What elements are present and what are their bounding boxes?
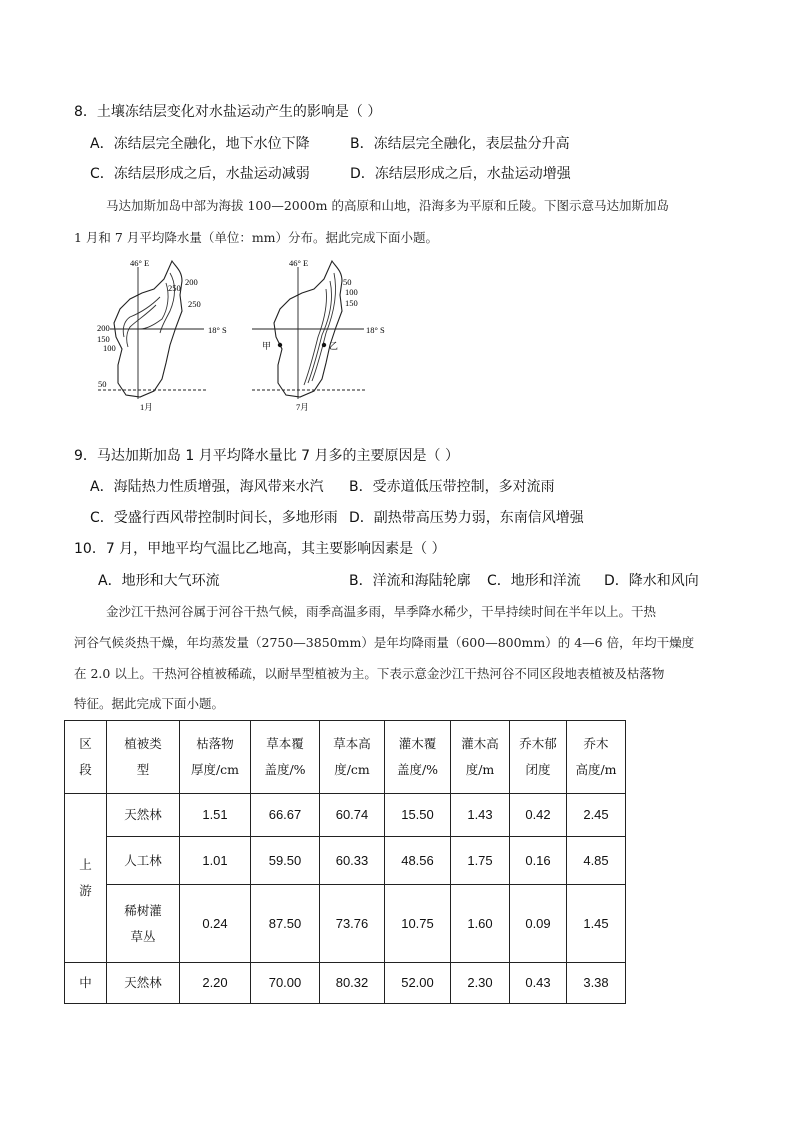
passage-1-line-2: 1 月和 7 月平均降水量（单位：mm）分布。据此完成下面小题。 xyxy=(74,230,439,245)
header-canopy-density: 乔木郁 闭度 xyxy=(510,721,567,794)
jan-meridian-label: 46° E xyxy=(130,258,150,268)
q8-option-b: B．冻结层完全融化，表层盐分升高 xyxy=(350,136,570,152)
jan-isohyet-250-a: 250 xyxy=(168,283,181,293)
passage-1-line-1: 马达加斯加岛中部为海拔 100—2000m 的高原和山地，沿海多为平原和丘陵。下图示意马达加斯加岛 xyxy=(106,198,669,213)
cell-value: 0.09 xyxy=(510,885,567,963)
question-9-stem: 9．马达加斯加岛 1 月平均降水量比 7 月多的主要原因是（ ） xyxy=(74,448,459,464)
cell-value: 80.32 xyxy=(320,963,385,1004)
passage-2-line-1: 金沙江干热河谷属于河谷干热气候，雨季高温多雨，旱季降水稀少，干旱持续时间在半年以上。干热 xyxy=(106,604,657,619)
header-herb-height: 草本高 度/cm xyxy=(320,721,385,794)
q8-option-d: D．冻结层形成之后，水盐运动增强 xyxy=(350,166,571,182)
cell-value: 73.76 xyxy=(320,885,385,963)
jan-isohyet-150-west: 150 xyxy=(97,334,110,344)
jul-isohyet-100: 100 xyxy=(345,287,358,297)
cell-value: 87.50 xyxy=(251,885,320,963)
cell-type: 人工林 xyxy=(107,837,180,885)
cell-value: 10.75 xyxy=(385,885,451,963)
jan-isohyet-250-b: 250 xyxy=(188,299,201,309)
place-label-yi: 乙 xyxy=(329,341,339,351)
jul-meridian-label: 46° E xyxy=(289,258,309,268)
passage-2-line-4: 特征。据此完成下面小题。 xyxy=(74,696,225,711)
cell-value: 1.43 xyxy=(451,794,510,837)
cell-value: 48.56 xyxy=(385,837,451,885)
cell-value: 2.20 xyxy=(180,963,251,1004)
q8-option-a: A．冻结层完全融化，地下水位下降 xyxy=(90,136,310,152)
question-8-stem: 8．土壤冻结层变化对水盐运动产生的影响是（ ） xyxy=(74,104,382,120)
jan-parallel-label: 18° S xyxy=(208,325,227,335)
cell-value: 0.43 xyxy=(510,963,567,1004)
q9-option-b: B．受赤道低压带控制，多对流雨 xyxy=(349,479,555,495)
jan-isohyet-200-west: 200 xyxy=(97,323,110,333)
table-header-row xyxy=(65,721,626,794)
section-midstream: 中 xyxy=(65,963,107,1004)
cell-value: 1.75 xyxy=(451,837,510,885)
vegetation-table xyxy=(64,720,626,1004)
cell-value: 2.30 xyxy=(451,963,510,1004)
header-vegetation-type: 植被类 型 xyxy=(107,721,180,794)
cell-type: 天然林 xyxy=(107,794,180,837)
jan-isohyet-200-east: 200 xyxy=(185,277,198,287)
table-row xyxy=(65,837,626,885)
q10-option-a: A．地形和大气环流 xyxy=(98,573,220,589)
table-row xyxy=(65,963,626,1004)
cell-value: 3.38 xyxy=(567,963,626,1004)
header-litter-thickness: 枯落物 厚度/cm xyxy=(180,721,251,794)
question-10-stem: 10．7 月，甲地平均气温比乙地高，其主要影响因素是（ ） xyxy=(74,541,446,557)
header-shrub-coverage: 灌木覆 盖度/% xyxy=(385,721,451,794)
q10-option-d: D．降水和风向 xyxy=(604,573,699,589)
cell-value: 4.85 xyxy=(567,837,626,885)
header-tree-height: 乔木 高度/m xyxy=(567,721,626,794)
cell-value: 52.00 xyxy=(385,963,451,1004)
cell-value: 59.50 xyxy=(251,837,320,885)
place-label-jia: 甲 xyxy=(262,341,272,351)
q9-option-d: D．副热带高压势力弱，东南信风增强 xyxy=(349,510,584,526)
q10-option-b: B．洋流和海陆轮廓 xyxy=(349,573,471,589)
cell-value: 1.60 xyxy=(451,885,510,963)
jan-isohyet-50: 50 xyxy=(98,379,107,389)
cell-value: 60.33 xyxy=(320,837,385,885)
jul-isohyet-150: 150 xyxy=(345,298,358,308)
passage-2-line-2: 河谷气候炎热干燥，年均蒸发量（2750—3850mm）是年均降雨量（600—800mm）的 4—6 倍，年均干燥度 xyxy=(74,635,695,650)
cell-value: 60.74 xyxy=(320,794,385,837)
july-map xyxy=(252,258,385,412)
cell-type: 稀树灌 草丛 xyxy=(107,885,180,963)
q8-option-c: C．冻结层形成之后，水盐运动减弱 xyxy=(90,166,310,182)
header-herb-coverage: 草本覆 盖度/% xyxy=(251,721,320,794)
cell-value: 0.42 xyxy=(510,794,567,837)
q9-option-a: A．海陆热力性质增强，海风带来水汽 xyxy=(90,479,324,495)
madagascar-precipitation-maps xyxy=(90,253,390,413)
cell-value: 15.50 xyxy=(385,794,451,837)
jul-parallel-label: 18° S xyxy=(366,325,385,335)
table-row xyxy=(65,794,626,837)
table-row xyxy=(65,885,626,963)
jan-caption: 1月 xyxy=(140,402,153,412)
jul-caption: 7月 xyxy=(296,402,309,412)
cell-value: 1.45 xyxy=(567,885,626,963)
cell-value: 2.45 xyxy=(567,794,626,837)
section-upstream: 上 游 xyxy=(65,794,107,963)
cell-value: 0.16 xyxy=(510,837,567,885)
q9-option-c: C．受盛行西风带控制时间长，多地形雨 xyxy=(90,510,338,526)
jul-isohyet-50: 50 xyxy=(343,277,352,287)
cell-value: 70.00 xyxy=(251,963,320,1004)
cell-value: 0.24 xyxy=(180,885,251,963)
cell-value: 66.67 xyxy=(251,794,320,837)
cell-value: 1.51 xyxy=(180,794,251,837)
q10-option-c: C．地形和洋流 xyxy=(487,573,581,589)
january-map xyxy=(97,258,227,412)
cell-type: 天然林 xyxy=(107,963,180,1004)
cell-value: 1.01 xyxy=(180,837,251,885)
header-shrub-height: 灌木高 度/m xyxy=(451,721,510,794)
passage-2-line-3: 在 2.0 以上。干热河谷植被稀疏，以耐旱型植被为主。下表示意金沙江干热河谷不同区段地表植被及枯落物 xyxy=(74,666,665,681)
header-section: 区 段 xyxy=(65,721,107,794)
jan-isohyet-100-west: 100 xyxy=(103,343,116,353)
